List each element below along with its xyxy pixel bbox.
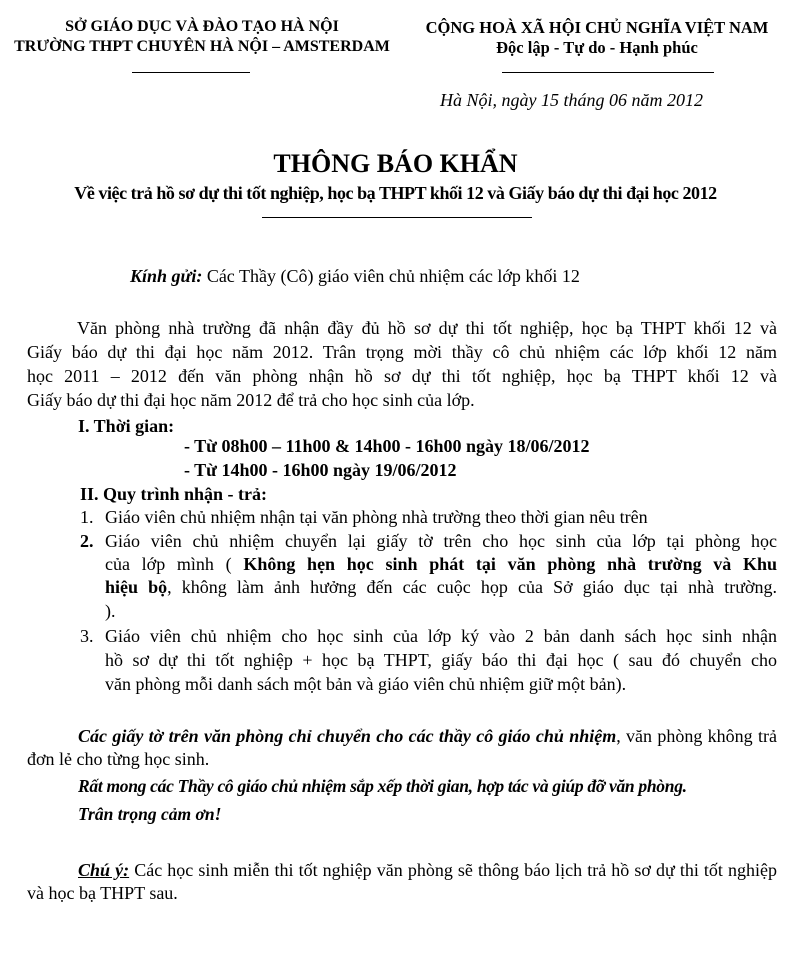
list-item-2-line-3-rest: , không làm ảnh hưởng đến các cuộc họp của Sở giáo dục tại nhà trường. bbox=[167, 577, 777, 597]
notice-paragraph bbox=[27, 725, 777, 771]
addressee-text: Các Thầy (Cô) giáo viên chủ nhiệm các lớp khối 12 bbox=[202, 266, 580, 286]
list-item-2-line-3-bold: hiệu bộ bbox=[105, 577, 168, 597]
list-item-3-line-2: hồ sơ dự thi tốt nghiệp + học bạ THPT, giấy báo thi đại học ( sau đó chuyển cho bbox=[105, 650, 777, 670]
note-text: Các học sinh miễn thi tốt nghiệp văn phòng sẽ thông báo lịch trả hồ sơ dự thi tốt nghiệp và học bạ THPT sau. bbox=[27, 860, 778, 903]
list-item-3-line-3: văn phòng mỗi danh sách một bản và giáo viên chủ nhiệm giữ một bản). bbox=[105, 674, 627, 694]
note-label: Chú ý: bbox=[78, 860, 130, 880]
list-item-2-line-2-bold: Không hẹn học sinh phát tại văn phòng nhà trường và Khu bbox=[243, 554, 778, 574]
list-item-2-line-4: ). bbox=[105, 601, 116, 621]
list-item-2-line-1: Giáo viên chủ nhiệm chuyển lại giấy tờ trên cho học sinh của lớp tại phòng học bbox=[105, 531, 777, 551]
schedule-time-2: - Từ 14h00 - 16h00 ngày 19/06/2012 bbox=[184, 460, 457, 480]
list-item-3-number: 3. bbox=[80, 626, 94, 646]
intro-line-4: Giấy báo dự thi đại học năm 2012 để trả cho học sinh của lớp. bbox=[27, 390, 475, 410]
addressee bbox=[130, 266, 580, 287]
addressee-label: Kính gửi: bbox=[130, 266, 203, 286]
schedule-time-1: - Từ 08h00 – 11h00 & 14h00 - 16h00 ngày 18/06/2012 bbox=[184, 436, 590, 456]
list-item-3-line-1: Giáo viên chủ nhiệm cho học sinh của lớp ký vào 2 bản danh sách học sinh nhận bbox=[105, 626, 777, 646]
list-item-1-number: 1. bbox=[80, 507, 94, 527]
section-2-heading: II. Quy trình nhận - trả: bbox=[80, 484, 268, 504]
header-motto: Độc lập - Tự do - Hạnh phúc bbox=[496, 38, 698, 57]
list-item-2-line-3 bbox=[105, 577, 777, 598]
intro-line-2: Giấy báo dự thi đại học năm 2012. Trân trọng mời thầy cô chủ nhiệm các lớp khối 12 năm bbox=[27, 342, 777, 362]
header-right-divider bbox=[502, 72, 714, 73]
section-1-heading: I. Thời gian: bbox=[78, 416, 175, 436]
header-department: SỞ GIÁO DỤC VÀ ĐÀO TẠO HÀ NỘI bbox=[65, 18, 339, 35]
intro-line-3: học 2011 – 2012 đến văn phòng nhận hồ sơ dự thi tốt nghiệp, học bạ THPT khối 12 và bbox=[27, 366, 777, 386]
title-divider bbox=[262, 217, 532, 218]
note-paragraph bbox=[27, 859, 777, 905]
closing-line-1: Rất mong các Thầy cô giáo chủ nhiệm sắp xếp thời gian, hợp tác và giúp đỡ văn phòng. bbox=[78, 776, 687, 796]
header-country: CỘNG HOÀ XÃ HỘI CHỦ NGHĨA VIỆT NAM bbox=[425, 18, 769, 37]
header-school-name: TRƯỜNG THPT CHUYÊN HÀ NỘI – AMSTERDAM bbox=[14, 38, 390, 55]
intro-line-1: Văn phòng nhà trường đã nhận đầy đủ hồ sơ dự thi tốt nghiệp, học bạ THPT khối 12 và bbox=[77, 318, 777, 338]
page-title: THÔNG BÁO KHẨN bbox=[273, 149, 518, 178]
notice-rest: , văn phòng không trả đơn lẻ cho từng học sinh. bbox=[27, 726, 777, 769]
notice-bold: Các giấy tờ trên văn phòng chỉ chuyển cho các thầy cô giáo chủ nhiệm bbox=[78, 726, 617, 746]
date-line: Hà Nội, ngày 15 tháng 06 năm 2012 bbox=[440, 90, 703, 110]
list-item-2-number: 2. bbox=[80, 531, 94, 551]
list-item-1-text: Giáo viên chủ nhiệm nhận tại văn phòng nhà trường theo thời gian nêu trên bbox=[105, 507, 648, 527]
list-item-2-line-2-pre: của lớp mình ( bbox=[105, 554, 244, 574]
page-subtitle: Về việc trả hồ sơ dự thi tốt nghiệp, học bạ THPT khối 12 và Giấy báo dự thi đại học 2012 bbox=[74, 183, 717, 203]
header-left-divider bbox=[132, 72, 250, 73]
list-item-2-line-2 bbox=[105, 554, 777, 575]
closing-line-2: Trân trọng cảm ơn! bbox=[78, 804, 222, 824]
